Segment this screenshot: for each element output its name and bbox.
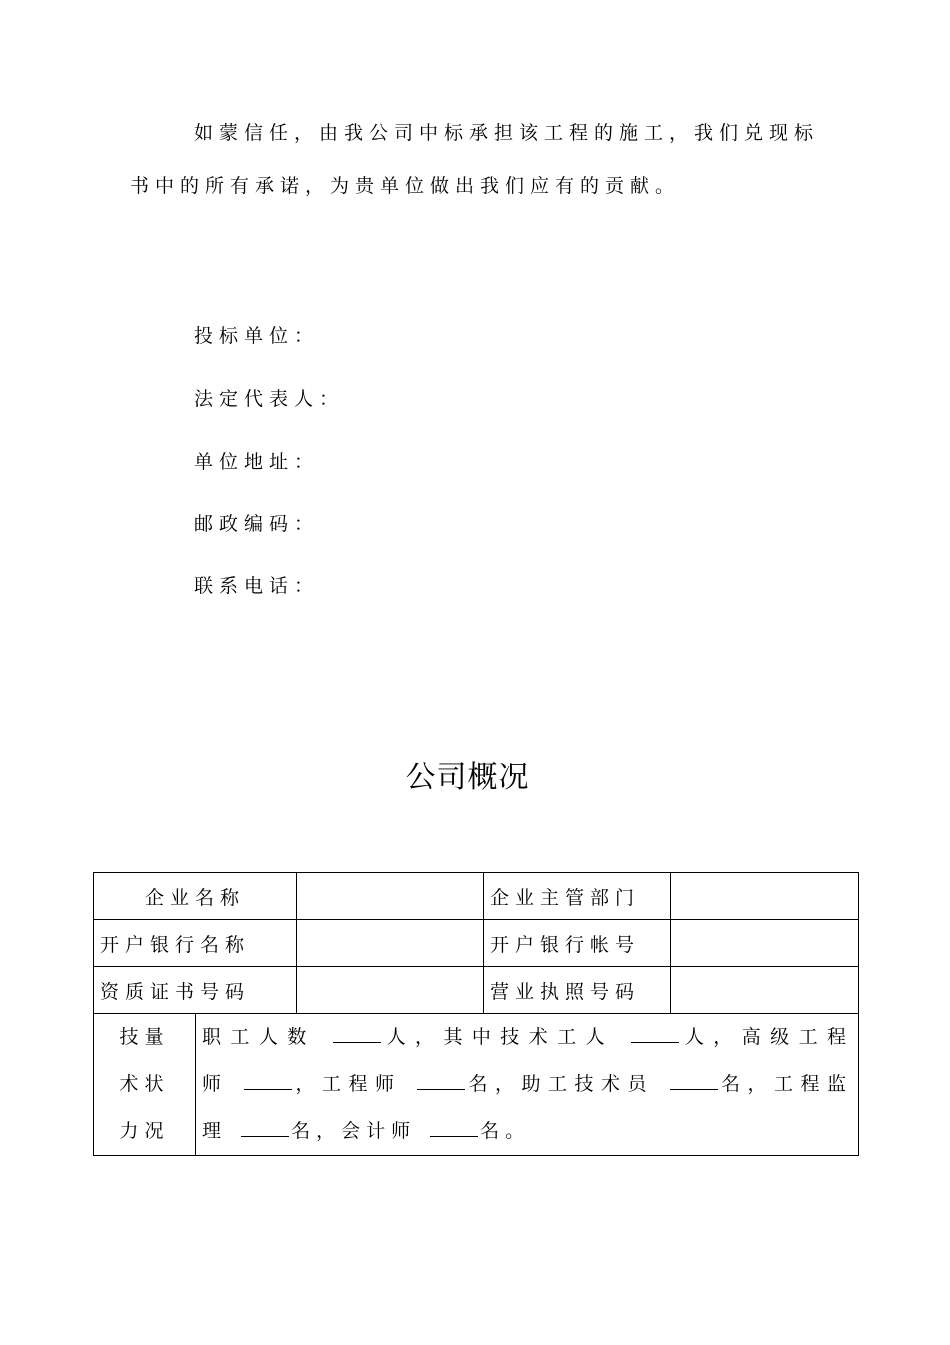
- label-char: 技: [119, 1026, 145, 1048]
- label-char: 术: [119, 1073, 145, 1095]
- table-row: [94, 920, 859, 967]
- label-qualification-number: 资质证书号码: [94, 967, 297, 1014]
- text-employees: 职工人数: [202, 1026, 316, 1048]
- blank-accountants[interactable]: [430, 1135, 478, 1137]
- value-qualification-number[interactable]: [297, 967, 484, 1014]
- blank-senior-engineers[interactable]: [244, 1088, 292, 1090]
- blank-employees[interactable]: [333, 1041, 381, 1043]
- label-char: 况: [144, 1120, 170, 1142]
- label-supervising-department: 企业主管部门: [484, 873, 671, 920]
- letter-line-2: 书中的所有承诺，为贵单位做出我们应有的贡献。: [130, 175, 681, 197]
- label-technical-strength: [94, 1014, 196, 1156]
- value-license-number[interactable]: [671, 967, 859, 1014]
- text-supervisors: 名，工程监: [719, 1073, 852, 1095]
- table-row: [94, 1014, 859, 1156]
- letter-line-1: 如蒙信任，由我公司中标承担该工程的施工，我们兑现标: [194, 122, 820, 144]
- text-skilled-workers: 人，其中技术工人: [383, 1026, 614, 1048]
- value-bank-account[interactable]: [671, 920, 859, 967]
- text-supervisor-suffix: 理: [202, 1120, 228, 1142]
- label-company-name: 企业名称: [94, 873, 297, 920]
- table-row: [94, 873, 859, 920]
- text-assistant-engineers: 名，助工技术员: [467, 1073, 654, 1095]
- blank-skilled-workers[interactable]: [631, 1041, 679, 1043]
- technical-strength-body: [196, 1014, 859, 1156]
- label-bank-account: 开户银行帐号: [484, 920, 671, 967]
- text-engineer-suffix: 师: [202, 1073, 229, 1095]
- text-engineers: ，工程师: [294, 1073, 402, 1095]
- label-char: 状: [144, 1073, 170, 1095]
- label-char: 量: [144, 1026, 170, 1048]
- tech-line-3: [202, 1108, 852, 1155]
- text-accountants: 名，会计师: [291, 1120, 417, 1142]
- tech-line-1: [202, 1014, 852, 1061]
- section-title: 公司概况: [405, 760, 530, 795]
- label-license-number: 营业执照号码: [484, 967, 671, 1014]
- company-info-table: [93, 872, 859, 1156]
- table-row: [94, 967, 859, 1014]
- value-bank-name[interactable]: [297, 920, 484, 967]
- text-end: 名。: [480, 1120, 531, 1142]
- field-legal-representative: 法定代表人：: [194, 388, 345, 410]
- label-char: 力: [119, 1120, 145, 1142]
- field-address: 单位地址：: [194, 451, 320, 473]
- tech-line-2: [202, 1061, 852, 1108]
- field-postal-code: 邮政编码：: [194, 513, 320, 535]
- text-senior-engineer: 人，高级工程: [681, 1026, 852, 1048]
- blank-assistant-engineers[interactable]: [670, 1088, 718, 1090]
- label-bank-name: 开户银行名称: [94, 920, 297, 967]
- blank-engineers[interactable]: [417, 1088, 465, 1090]
- field-bidder: 投标单位：: [194, 325, 320, 347]
- value-company-name[interactable]: [297, 873, 484, 920]
- field-phone: 联系电话：: [194, 575, 320, 597]
- blank-supervisors[interactable]: [241, 1135, 289, 1137]
- value-supervising-department[interactable]: [671, 873, 859, 920]
